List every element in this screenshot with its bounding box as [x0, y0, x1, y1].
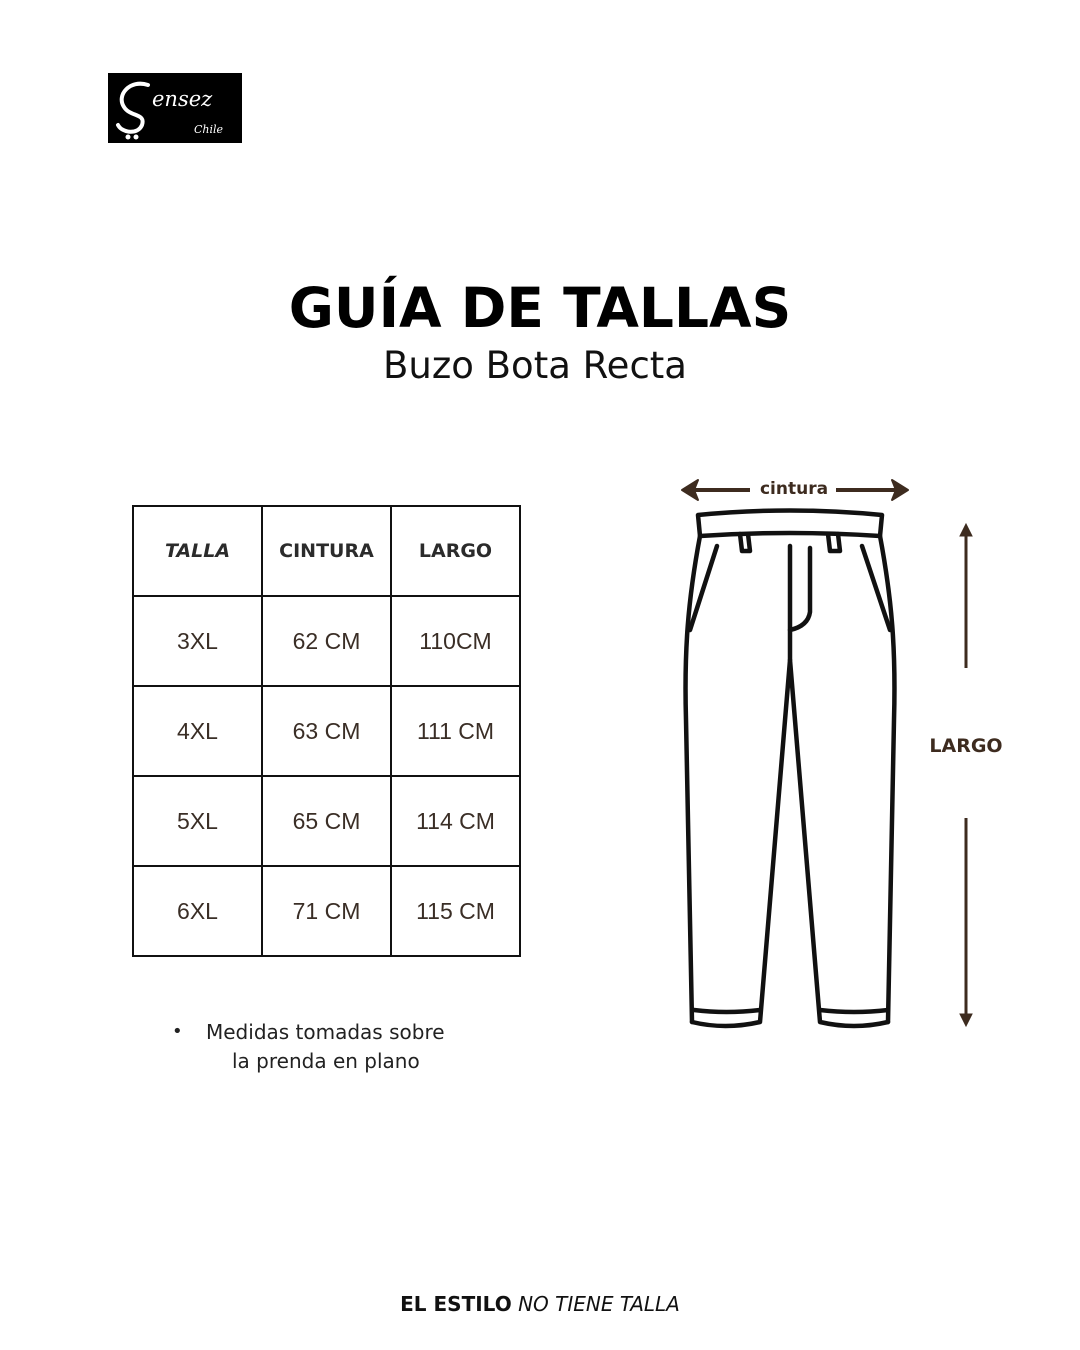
cell-largo: 110CM: [391, 596, 520, 686]
cell-cintura: 63 CM: [262, 686, 391, 776]
table-row: [133, 596, 520, 686]
page-title: GUÍA DE TALLAS: [288, 276, 792, 340]
length-label: LARGO: [929, 735, 1003, 757]
page-subtitle: Buzo Bota Recta: [383, 344, 687, 387]
cell-largo: 115 CM: [391, 866, 520, 956]
table-row: [133, 686, 520, 776]
table-row: [133, 776, 520, 866]
cell-talla: 3XL: [133, 596, 262, 686]
pants-diagram: [670, 470, 1030, 1050]
note-line-2: la prenda en plano: [232, 1049, 420, 1073]
cell-talla: 5XL: [133, 776, 262, 866]
note-line-1: Medidas tomadas sobre: [206, 1020, 445, 1044]
bullet-point: •: [172, 1021, 183, 1042]
logo-wordmark: ensez: [152, 87, 213, 111]
header-talla: TALLA: [133, 506, 262, 596]
length-arrow-icon: [960, 524, 972, 1026]
footer-slogan: [0, 1292, 1080, 1316]
pants-icon: [686, 511, 895, 1027]
table-row: [133, 866, 520, 956]
cell-largo: 111 CM: [391, 686, 520, 776]
brand-logo: [108, 73, 242, 143]
slogan-bold: EL ESTILO: [400, 1292, 512, 1316]
size-table: [132, 505, 521, 957]
cell-talla: 4XL: [133, 686, 262, 776]
cell-largo: 114 CM: [391, 776, 520, 866]
table-header-row: [133, 506, 520, 596]
waist-label: cintura: [759, 479, 829, 499]
cell-talla: 6XL: [133, 866, 262, 956]
header-cintura: CINTURA: [262, 506, 391, 596]
logo-region: Chile: [194, 123, 224, 136]
cell-cintura: 65 CM: [262, 776, 391, 866]
header-largo: LARGO: [391, 506, 520, 596]
cell-cintura: 62 CM: [262, 596, 391, 686]
slogan-italic: NO TIENE TALLA: [518, 1292, 680, 1316]
cell-cintura: 71 CM: [262, 866, 391, 956]
